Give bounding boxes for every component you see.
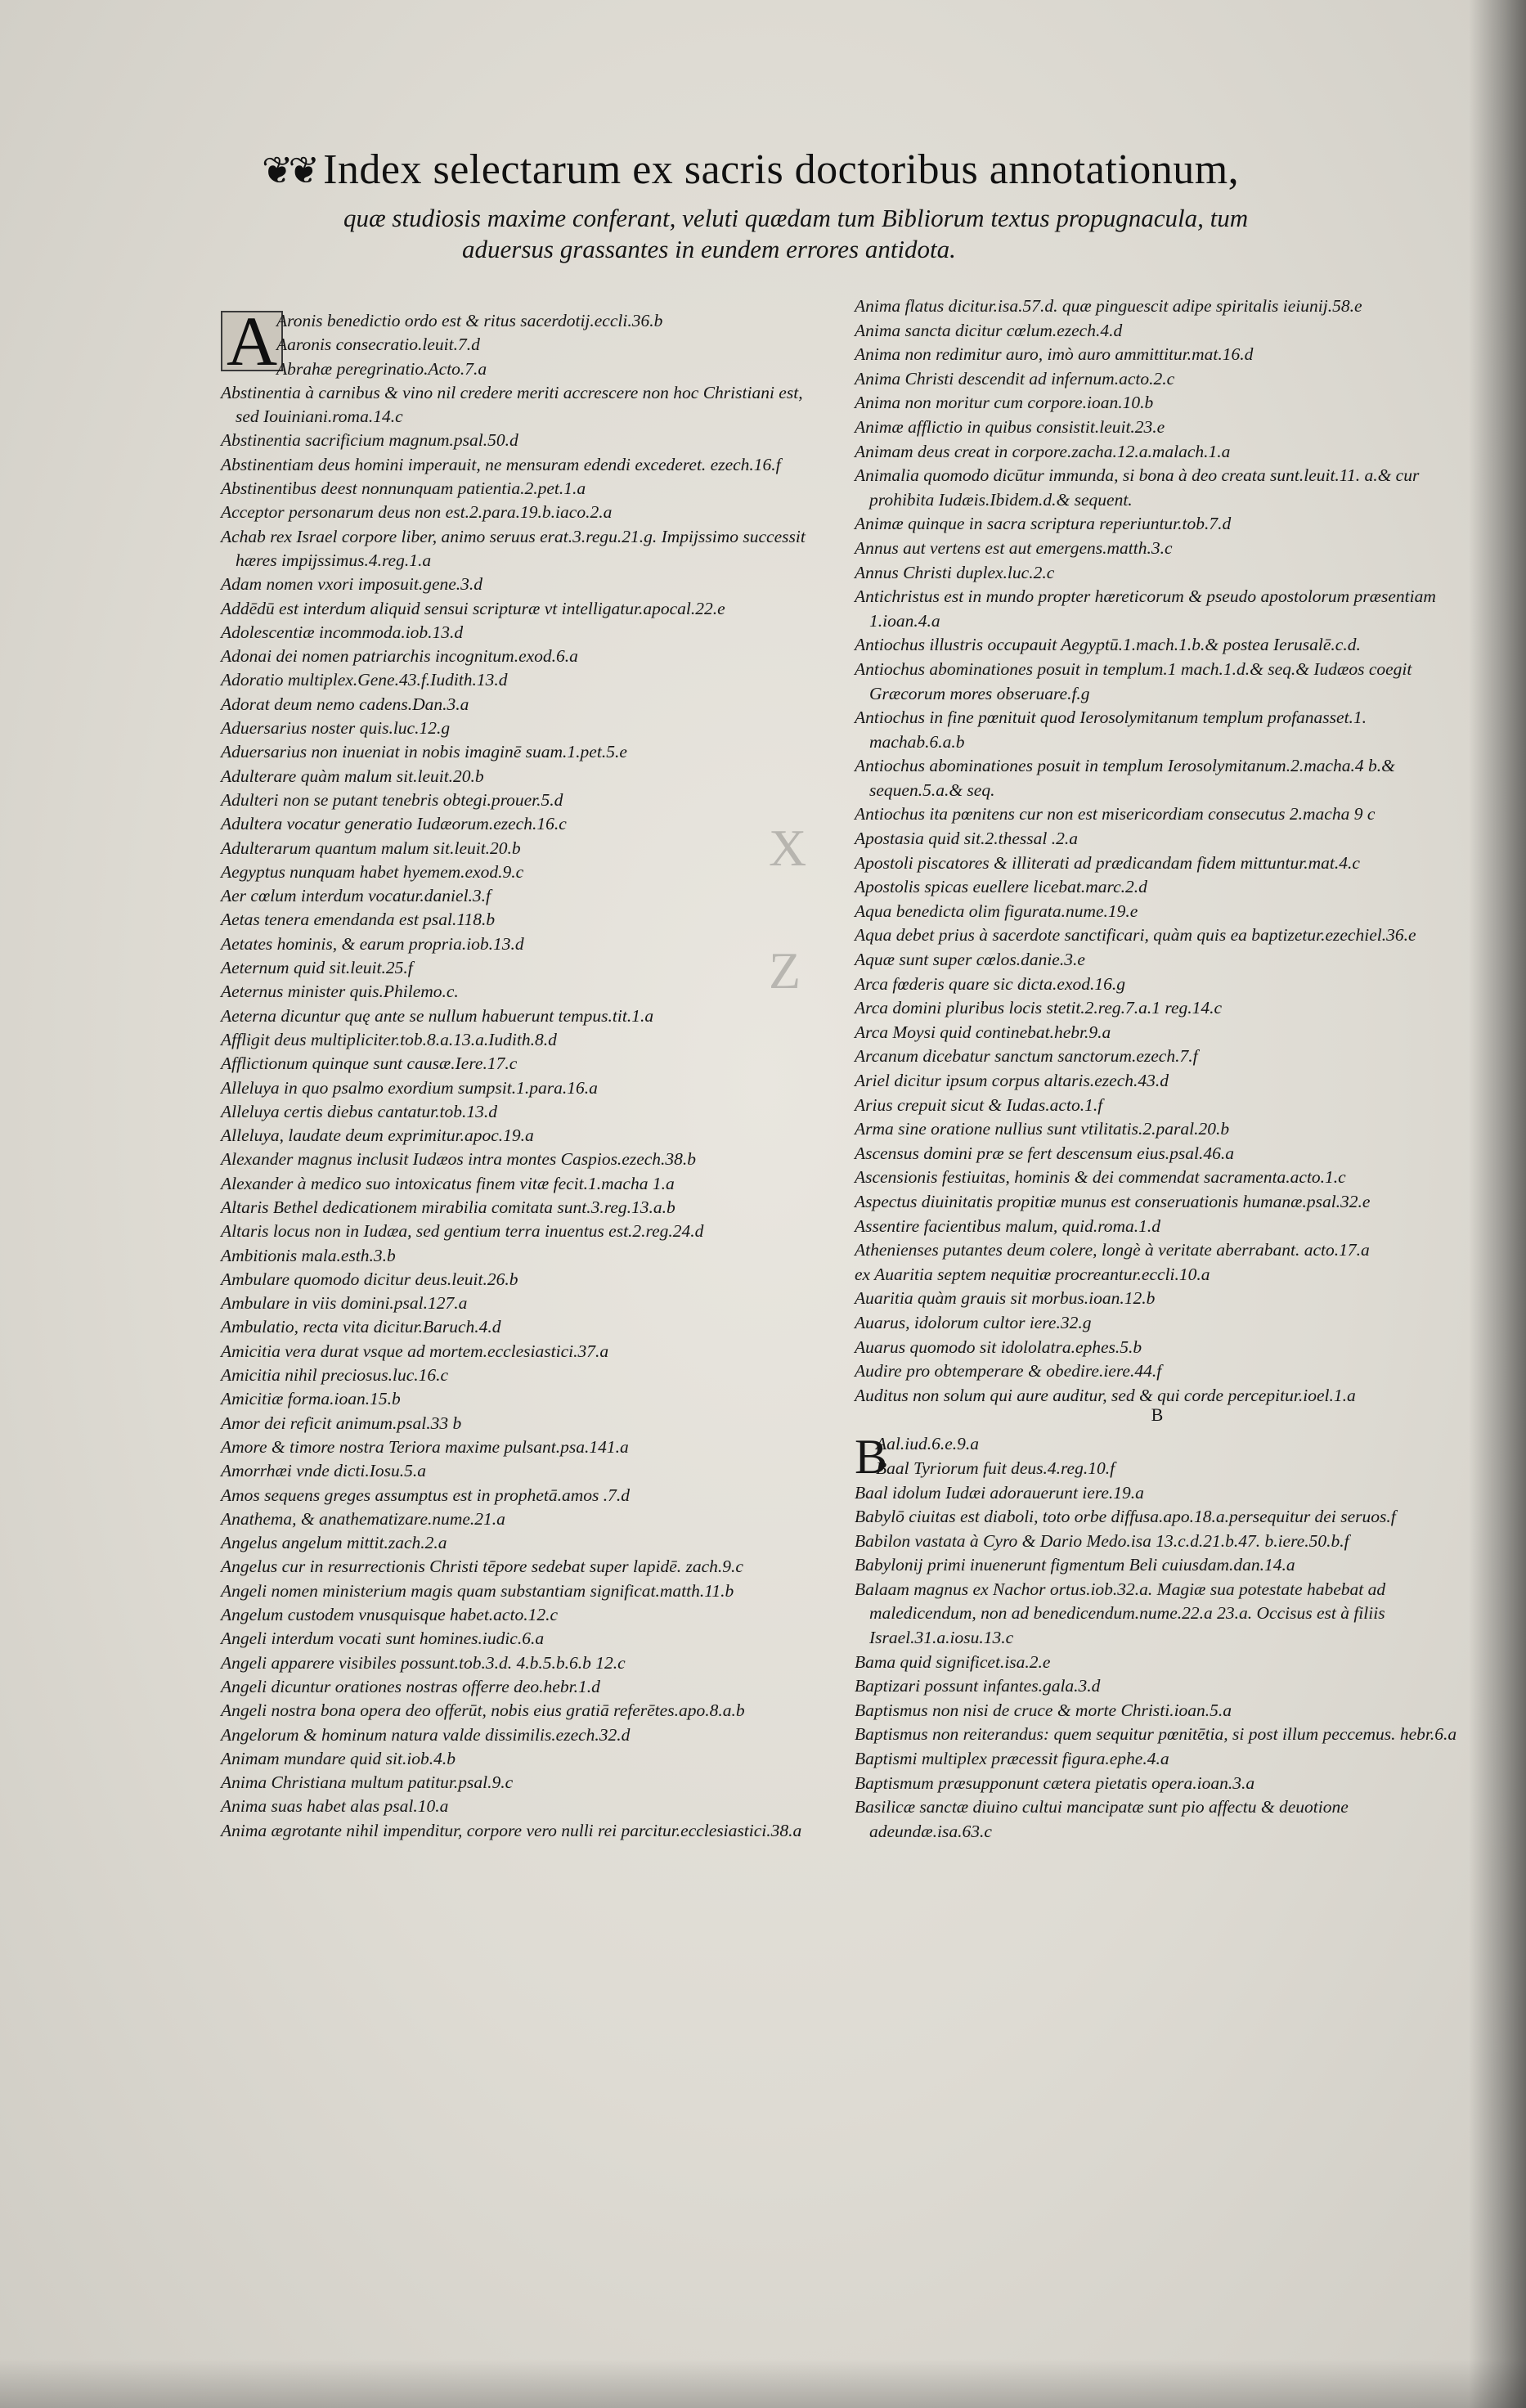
- index-entry: Addēdū est interdum aliquid sensui scripturæ vt intelligatur.apocal.22.e: [221, 598, 725, 618]
- index-entry: Animam deus creat in corpore.zacha.12.a.malach.1.a: [855, 441, 1231, 461]
- index-entry: Adonai dei nomen patriarchis incognitum.exod.6.a: [221, 646, 578, 667]
- faint-margin-mark-z: Z: [769, 941, 801, 1000]
- index-entry: ex Auaritia septem nequitiæ procreantur.eccli.10.a: [855, 1264, 1210, 1284]
- index-entry: Anima non redimitur auro, imò auro ammittitur.mat.16.d: [855, 344, 1254, 365]
- index-column-left: [221, 302, 822, 1843]
- index-entry: Babylonij primi inuenerunt figmentum Beli cuiusdam.dan.14.a: [855, 1555, 1295, 1575]
- index-entry: Audire pro obtemperare & obedire.iere.44.f: [855, 1361, 1162, 1381]
- index-entry: Adam nomen vxori imposuit.gene.3.d: [221, 574, 483, 595]
- index-entry: Angeli nostra bona opera deo offerūt, nobis eius gratiā referētes.apo.8.a.b: [221, 1700, 745, 1721]
- index-entry: Aronis benedictio ordo est & ritus sacerdotij.eccli.36.b: [276, 311, 663, 330]
- index-entry: Antiochus abominationes posuit in templum.1 mach.1.d.& seq.& Iudæos coegit Græcorum mores obseruare.f.g: [855, 658, 1412, 703]
- index-entry: Baptismus non reiterandus: quem sequitur pœnitētia, si post illum peccemus. hebr.6.a: [855, 1724, 1457, 1745]
- index-entry: Auditus non solum qui aure auditur, sed & qui corde percepitur.ioel.1.a: [855, 1385, 1356, 1405]
- index-entry: Amorrhæi vnde dicti.Iosu.5.a: [221, 1461, 427, 1481]
- subtitle-line-1: quæ studiosis maxime conferant, veluti quædam tum Bibliorum textus propugnacula, tum: [343, 204, 1249, 232]
- index-entry: Adulterarum quantum malum sit.leuit.20.b: [221, 838, 521, 858]
- page-edge-shadow: [1469, 0, 1526, 2408]
- index-entry: Assentire facientibus malum, quid.roma.1.d: [855, 1215, 1161, 1236]
- index-entry: Baptismus non nisi de cruce & morte Christi.ioan.5.a: [855, 1700, 1232, 1720]
- index-entry: Ambulare quomodo dicitur deus.leuit.26.b: [221, 1269, 518, 1289]
- index-entry: Aqua benedicta olim figurata.nume.19.e: [855, 901, 1138, 921]
- index-entry: Bama quid significet.isa.2.e: [855, 1651, 1051, 1672]
- index-entry: Auarus, idolorum cultor iere.32.g: [855, 1312, 1092, 1332]
- index-entry: Aeternus minister quis.Philemo.c.: [221, 982, 459, 1002]
- index-entry: Aduersarius non inueniat in nobis imaginē suam.1.pet.5.e: [221, 742, 627, 762]
- index-entry: Afflictionum quinque sunt causæ.Iere.17.c: [221, 1054, 518, 1074]
- section-b-initial: B: [855, 1430, 888, 1485]
- index-entry: Baal Tyriorum fuit deus.4.reg.10.f: [876, 1458, 1115, 1478]
- index-entry: Angeli apparere visibiles possunt.tob.3.d. 4.b.5.b.6.b 12.c: [221, 1652, 626, 1673]
- index-entry: Angeli dicuntur orationes nostras offerre deo.hebr.1.d: [221, 1676, 600, 1696]
- index-entry: Antichristus est in mundo propter hæreticorum & pseudo apostolorum præsentiam 1.ioan.4.a: [855, 586, 1436, 631]
- index-entry: Affligit deus multipliciter.tob.8.a.13.a.Iudith.8.d: [221, 1029, 557, 1049]
- index-entry: Arca fœderis quare sic dicta.exod.16.g: [855, 973, 1126, 994]
- index-entry: Adultera vocatur generatio Iudæorum.ezech.16.c: [221, 814, 567, 834]
- index-entry: Basilicæ sanctæ diuino cultui mancipatæ sunt pio affectu & deuotione adeundæ.isa.63.c: [855, 1797, 1349, 1841]
- decorated-initial: A: [221, 311, 283, 371]
- index-entry: Baptizari possunt infantes.gala.3.d: [855, 1676, 1101, 1696]
- index-entry: Aetas tenera emendanda est psal.118.b: [221, 910, 496, 930]
- index-column-right: [855, 294, 1460, 1844]
- index-entry: Arma sine oratione nullius sunt vtilitatis.2.paral.20.b: [855, 1119, 1230, 1139]
- index-entry: Amicitia nihil preciosus.luc.16.c: [221, 1365, 449, 1386]
- index-entry: Arcanum dicebatur sanctum sanctorum.ezech.7.f: [855, 1046, 1198, 1067]
- index-entry: Anima Christi descendit ad infernum.acto.2.c: [855, 368, 1175, 389]
- index-entry: Animam mundare quid sit.iob.4.b: [221, 1748, 456, 1768]
- index-entry: Alexander à medico suo intoxicatus finem vitæ fecit.1.macha 1.a: [221, 1173, 675, 1193]
- index-entry: Antiochus ita pœnitens cur non est misericordiam consecutus 2.macha 9 c: [855, 804, 1376, 824]
- index-entry: Ariel dicitur ipsum corpus altaris.ezech.43.d: [855, 1071, 1169, 1090]
- index-entry: Alleluya, laudate deum exprimitur.apoc.19.a: [221, 1125, 534, 1146]
- index-entry: Angelus cur in resurrectionis Christi tēpore sedebat super lapidē. zach.9.c: [221, 1557, 743, 1577]
- index-entry: Balaam magnus ex Nachor ortus.iob.32.a. Magiæ sua potestate habebat ad maledicendum, non ad benedicendum.nume.22.a 23.a. Occisus est à filiis Israel.31.a.iosu.13.c: [855, 1579, 1386, 1648]
- index-entry: Antiochus abominationes posuit in templum Ierosolymitanum.2.macha.4 b.& sequen.5.a.& seq.: [855, 756, 1395, 800]
- index-entry: Adorat deum nemo cadens.Dan.3.a: [221, 694, 469, 714]
- index-entry: Arius crepuit sicut & Iudas.acto.1.f: [855, 1094, 1103, 1115]
- fleuron-ornament: ❦❦: [262, 150, 316, 191]
- index-entry: Aeterna dicuntur quę ante se nullum habuerunt tempus.tit.1.a: [221, 1005, 654, 1026]
- index-entry: Ascensus domini præ se fert descensum eius.psal.46.a: [855, 1143, 1235, 1163]
- index-entry: Antiochus in fine pœnituit quod Ierosolymitanum templum profanasset.1. machab.6.a.b: [855, 708, 1367, 752]
- index-entry: Annus aut vertens est aut emergens.matth.3.c: [855, 537, 1173, 558]
- index-entry: Annus Christi duplex.luc.2.c: [855, 562, 1055, 582]
- index-entry: Aqua debet prius à sacerdote sanctificari, quàm quis ea baptizetur.ezechiel.36.e: [855, 925, 1416, 946]
- index-entry: Arca Moysi quid continebat.hebr.9.a: [855, 1022, 1111, 1042]
- index-entry: Arca domini pluribus locis stetit.2.reg.7.a.1 reg.14.c: [855, 998, 1223, 1018]
- index-entry: Baptismi multiplex præcessit figura.ephe.4.a: [855, 1749, 1169, 1769]
- index-entry: Anima Christiana multum patitur.psal.9.c: [221, 1772, 514, 1793]
- index-entry: Adulterare quàm malum sit.leuit.20.b: [221, 766, 484, 786]
- index-entry: Adolescentiæ incommoda.iob.13.d: [221, 622, 464, 642]
- index-entry: Aaronis consecratio.leuit.7.d: [276, 335, 480, 355]
- index-entry: Anima sancta dicitur cœlum.ezech.4.d: [855, 320, 1123, 340]
- index-entry: Amore & timore nostra Teriora maxime pulsant.psa.141.a: [221, 1436, 629, 1457]
- index-entry: Amicitia vera durat vsque ad mortem.ecclesiastici.37.a: [221, 1341, 609, 1361]
- index-entry: Babilon vastata à Cyro & Dario Medo.isa 13.c.d.21.b.47. b.iere.50.b.f: [855, 1530, 1349, 1551]
- index-entry: Aal.iud.6.e.9.a: [876, 1434, 980, 1454]
- index-entry: Babylō ciuitas est diaboli, toto orbe diffusa.apo.18.a.persequitur dei seruos.f: [855, 1507, 1396, 1527]
- faint-margin-mark-x: X: [769, 819, 807, 877]
- page-bottom-shadow: [0, 2359, 1526, 2408]
- index-entry: Athenienses putantes deum colere, longè à veritate aberrabant. acto.17.a: [855, 1240, 1370, 1260]
- index-entry: Ambulatio, recta vita dicitur.Baruch.4.d: [221, 1317, 501, 1337]
- index-entry: Angelorum & hominum natura valde dissimilis.ezech.32.d: [221, 1724, 631, 1745]
- index-entry: Abrahæ peregrinatio.Acto.7.a: [276, 358, 487, 379]
- index-entry: Angeli nomen ministerium magis quam substantiam significat.matth.11.b: [221, 1580, 734, 1601]
- subtitle-line-2: aduersus grassantes in eundem errores antidota.: [462, 235, 956, 263]
- index-entry: Alleluya certis diebus cantatur.tob.13.d: [221, 1101, 497, 1121]
- index-entry: Alexander magnus inclusit Iudæos intra montes Caspios.ezech.38.b: [221, 1149, 697, 1170]
- index-entry: Antiochus illustris occupauit Aegyptū.1.mach.1.b.& postea Ierusalē.c.d.: [855, 635, 1361, 655]
- title-text: Index selectarum ex sacris doctoribus annotationum,: [323, 146, 1240, 193]
- index-entry: Baptismum præsupponunt cætera pietatis opera.ioan.3.a: [855, 1772, 1255, 1793]
- index-entry: Aer cœlum interdum vocatur.daniel.3.f: [221, 886, 491, 906]
- index-entry: Anima non moritur cum corpore.ioan.10.b: [855, 393, 1154, 413]
- index-entry: Abstinentibus deest nonnunquam patientia.2.pet.1.a: [221, 478, 586, 499]
- index-entry: Ambitionis mala.esth.3.b: [221, 1245, 396, 1265]
- index-entry: Amos sequens greges assumptus est in prophetā.amos .7.d: [221, 1485, 631, 1505]
- index-entry: Achab rex Israel corpore liber, animo seruus erat.3.regu.21.g. Impijssimo successit hæres impijssimus.4.reg.1.a: [221, 526, 806, 570]
- index-entry: Aetates hominis, & earum propria.iob.13.d: [221, 933, 524, 954]
- index-entry: Animæ quinque in sacra scriptura reperiuntur.tob.7.d: [855, 514, 1232, 534]
- index-entry: Anima suas habet alas psal.10.a: [221, 1796, 449, 1817]
- section-b-block: [855, 1432, 1460, 1844]
- index-entry: Animalia quomodo dicūtur immunda, si bona à deo creata sunt.leuit.11. a.& cur prohibita Iudæis.Ibidem.d.& sequent.: [855, 465, 1420, 510]
- index-entry: Ascensionis festiuitas, hominis & dei commendat sacramenta.acto.1.c: [855, 1167, 1346, 1188]
- index-entry: Altaris locus non in Iudæa, sed gentium terra inuentus est.2.reg.24.d: [221, 1221, 704, 1242]
- index-entry: Altaris Bethel dedicationem mirabilia comitata sunt.3.reg.13.a.b: [221, 1197, 675, 1217]
- index-entry: Aeternum quid sit.leuit.25.f: [221, 958, 413, 978]
- index-entry: Amicitiæ forma.ioan.15.b: [221, 1389, 401, 1409]
- index-entry: Abstinentia sacrificium magnum.psal.50.d: [221, 430, 518, 451]
- index-entry: Abstinentiam deus homini imperauit, ne mensuram edendi excederet. ezech.16.f: [221, 454, 781, 474]
- index-entry: Baal idolum Iudæi adorauerunt iere.19.a: [855, 1482, 1144, 1503]
- index-entry: Auaritia quàm grauis sit morbus.ioan.12.b: [855, 1288, 1156, 1309]
- index-entry: Aduersarius noster quis.luc.12.g: [221, 718, 451, 739]
- index-entry: Ambulare in viis domini.psal.127.a: [221, 1293, 468, 1314]
- index-entry: Adulteri non se putant tenebris obtegi.prouer.5.d: [221, 789, 563, 810]
- index-entry: Angeli interdum vocati sunt homines.iudic.6.a: [221, 1629, 545, 1649]
- index-entry: Amor dei reficit animum.psal.33 b: [221, 1413, 462, 1433]
- index-entry: Acceptor personarum deus non est.2.para.19.b.iaco.2.a: [221, 502, 613, 523]
- index-entry: Apostasia quid sit.2.thessal .2.a: [855, 829, 1078, 849]
- index-entry: Angelum custodem vnusquisque habet.acto.12.c: [221, 1605, 558, 1625]
- index-entry: Auarus quomodo sit idololatra.ephes.5.b: [855, 1337, 1142, 1357]
- index-entry: Anathema, & anathematizare.nume.21.a: [221, 1508, 505, 1529]
- index-entry: Animæ afflictio in quibus consistit.leuit.23.e: [855, 416, 1165, 437]
- index-entry: Aquæ sunt super cœlos.danie.3.e: [855, 950, 1085, 970]
- index-entry: Aspectus diuinitatis propitiæ munus est conseruationis humanæ.psal.32.e: [855, 1191, 1371, 1211]
- index-entry: Abstinentia à carnibus & vino nil credere meriti accrescere non hoc Christiani est, sed Iouiniani.roma.14.c: [221, 382, 803, 427]
- section-letter-marker: B: [1151, 1404, 1164, 1426]
- index-entry: Anima flatus dicitur.isa.57.d. quæ pinguescit adipe spiritalis ieiunij.58.e: [855, 296, 1362, 316]
- index-entry: Angelus angelum mittit.zach.2.a: [221, 1533, 447, 1553]
- page-title: [262, 146, 1407, 195]
- index-entry: Apostolis spicas euellere licebat.marc.2.d: [855, 877, 1147, 897]
- index-entry: Adoratio multiplex.Gene.43.f.Iudith.13.d: [221, 670, 508, 690]
- index-entry: Apostoli piscatores & illiterati ad prædicandam fidem mittuntur.mat.4.c: [855, 852, 1360, 873]
- index-entry: Alleluya in quo psalmo exordium sumpsit.1.para.16.a: [221, 1077, 598, 1098]
- index-entry: Anima ægrotante nihil impenditur, corpore vero nulli rei parcitur.ecclesiastici.38.a: [221, 1820, 802, 1840]
- index-entry: Aegyptus nunquam habet hyemem.exod.9.c: [221, 861, 524, 882]
- page-subtitle: [343, 203, 1407, 265]
